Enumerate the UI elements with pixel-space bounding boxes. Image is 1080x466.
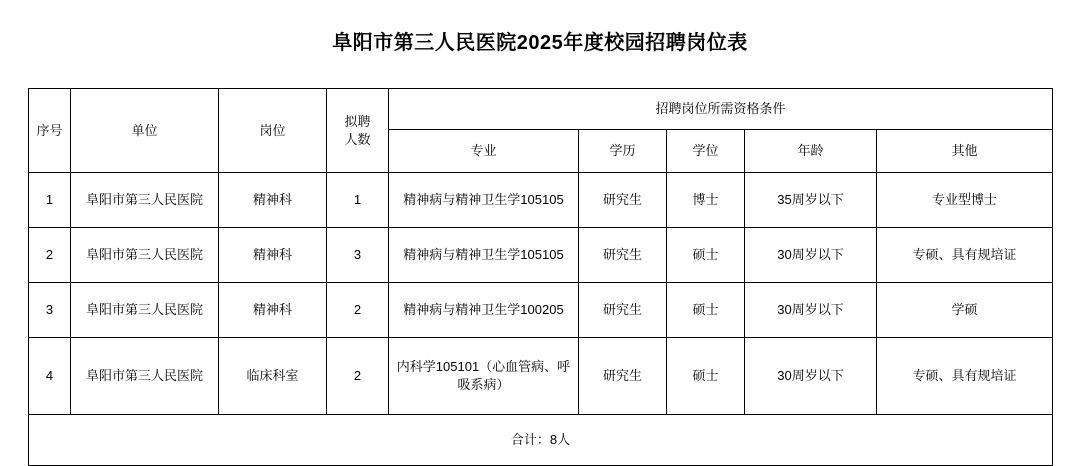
cell-other: 学硕 — [877, 283, 1053, 338]
cell-unit: 阜阳市第三人民医院 — [71, 228, 219, 283]
table-row — [29, 283, 1053, 338]
column-header-qualification-group: 招聘岗位所需资格条件 — [389, 89, 1053, 130]
cell-number: 2 — [327, 283, 389, 338]
cell-unit: 阜阳市第三人民医院 — [71, 338, 219, 415]
cell-education: 研究生 — [579, 228, 667, 283]
column-header-age: 年龄 — [745, 130, 877, 173]
cell-major: 精神病与精神卫生学100205 — [389, 283, 579, 338]
cell-number: 3 — [327, 228, 389, 283]
cell-seq: 4 — [29, 338, 71, 415]
cell-age: 30周岁以下 — [745, 338, 877, 415]
cell-total: 合计：8人 — [29, 415, 1053, 466]
column-header-post: 岗位 — [219, 89, 327, 173]
cell-other: 专业型博士 — [877, 173, 1053, 228]
cell-unit: 阜阳市第三人民医院 — [71, 283, 219, 338]
cell-degree: 硕士 — [667, 228, 745, 283]
cell-post: 精神科 — [219, 173, 327, 228]
cell-education: 研究生 — [579, 338, 667, 415]
cell-education: 研究生 — [579, 283, 667, 338]
cell-degree: 博士 — [667, 173, 745, 228]
document-page — [0, 26, 1080, 461]
cell-major: 精神病与精神卫生学105105 — [389, 173, 579, 228]
column-header-unit: 单位 — [71, 89, 219, 173]
page-title: 阜阳市第三人民医院2025年度校园招聘岗位表 — [332, 32, 748, 54]
cell-unit: 阜阳市第三人民医院 — [71, 173, 219, 228]
table-header-row-1 — [29, 89, 1053, 130]
cell-major: 精神病与精神卫生学105105 — [389, 228, 579, 283]
cell-education: 研究生 — [579, 173, 667, 228]
column-header-number — [327, 89, 389, 173]
cell-post: 精神科 — [219, 228, 327, 283]
cell-seq: 1 — [29, 173, 71, 228]
cell-post: 精神科 — [219, 283, 327, 338]
cell-number: 1 — [327, 173, 389, 228]
cell-degree: 硕士 — [667, 283, 745, 338]
cell-post: 临床科室 — [219, 338, 327, 415]
cell-other: 专硕、具有规培证 — [877, 338, 1053, 415]
cell-age: 30周岁以下 — [745, 228, 877, 283]
column-header-seq: 序号 — [29, 89, 71, 173]
column-header-major: 专业 — [389, 130, 579, 173]
column-header-other: 其他 — [877, 130, 1053, 173]
column-header-number-line1: 拟聘 — [344, 113, 371, 129]
cell-seq: 2 — [29, 228, 71, 283]
cell-number: 2 — [327, 338, 389, 415]
column-header-education: 学历 — [579, 130, 667, 173]
column-header-degree: 学位 — [667, 130, 745, 173]
table-row — [29, 338, 1053, 415]
cell-degree: 硕士 — [667, 338, 745, 415]
column-header-number-line2: 人数 — [344, 131, 371, 147]
table-total-row — [29, 415, 1053, 466]
cell-seq: 3 — [29, 283, 71, 338]
table-row — [29, 228, 1053, 283]
table-row — [29, 173, 1053, 228]
cell-other: 专硕、具有规培证 — [877, 228, 1053, 283]
cell-age: 30周岁以下 — [745, 283, 877, 338]
cell-age: 35周岁以下 — [745, 173, 877, 228]
recruitment-jobs-table — [28, 88, 1053, 466]
cell-major: 内科学105101（心血管病、呼吸系病） — [389, 338, 579, 415]
jobs-table-container — [28, 88, 1052, 466]
